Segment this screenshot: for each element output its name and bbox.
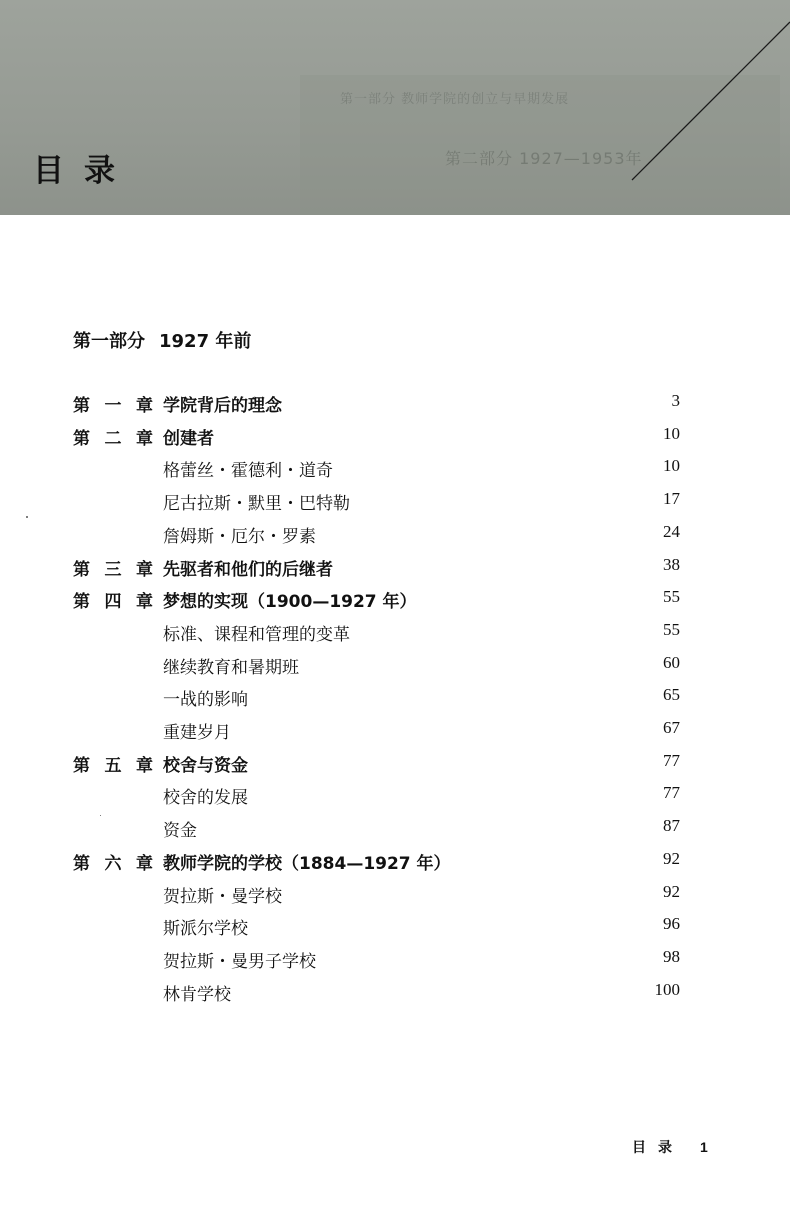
page-title: 目录 xyxy=(33,153,135,189)
chapter-number-char: 六 xyxy=(104,853,122,874)
part-years: 1927 年前 xyxy=(159,331,252,352)
section-title: 尼古拉斯・默里・巴特勒 xyxy=(163,494,350,515)
page-number: 92 xyxy=(663,881,680,901)
page-number: 55 xyxy=(663,619,680,639)
toc-section-row xyxy=(0,648,790,680)
page-number: 87 xyxy=(663,816,680,836)
ghost-text-line-1: 第一部分 教师学院的创立与早期发展 xyxy=(340,92,570,107)
page-number: 67 xyxy=(663,718,680,737)
chapter-number-char: 第 xyxy=(73,853,90,874)
chapter-title: 学院背后的理念 xyxy=(163,396,282,416)
toc-section-row xyxy=(0,451,790,483)
toc-section-row xyxy=(0,778,790,810)
toc-chapter-row xyxy=(0,386,790,418)
chapter-title: 教师学院的学校（1884—1927 年） xyxy=(163,853,451,874)
toc-section-row xyxy=(0,713,790,745)
section-title: 标准、课程和管理的变革 xyxy=(163,624,350,645)
page-number: 55 xyxy=(663,587,680,607)
toc-chapter-row xyxy=(0,550,790,582)
chapter-number-char: 第 xyxy=(73,396,90,416)
header-band xyxy=(0,0,790,215)
page-number: 65 xyxy=(663,685,680,705)
chapter-number-char: 章 xyxy=(136,428,153,449)
chapter-number xyxy=(73,555,153,580)
chapter-number-char: 五 xyxy=(104,755,122,776)
page-number: 10 xyxy=(663,456,680,476)
page-number: 3 xyxy=(671,391,680,410)
section-title: 资金 xyxy=(163,821,197,842)
chapter-number-char: 三 xyxy=(104,559,122,580)
chapter-title: 先驱者和他们的后继者 xyxy=(163,559,333,580)
chapter-number xyxy=(73,587,153,612)
scan-speck xyxy=(100,815,101,816)
toc-section-row xyxy=(0,877,790,909)
section-title: 格蕾丝・霍德利・道奇 xyxy=(163,461,333,482)
toc-chapter-row xyxy=(0,419,790,451)
toc-section-row xyxy=(0,942,790,974)
section-title: 重建岁月 xyxy=(163,723,231,743)
part-label: 第一部分 xyxy=(73,331,145,352)
part-heading xyxy=(73,327,251,353)
chapter-number-char: 四 xyxy=(104,592,122,613)
section-title: 詹姆斯・厄尔・罗素 xyxy=(163,526,316,547)
toc-section-row xyxy=(0,615,790,647)
toc-chapter-row xyxy=(0,746,790,778)
chapter-number-char: 二 xyxy=(104,428,122,449)
page-number: 98 xyxy=(663,946,680,966)
chapter-number xyxy=(73,424,153,449)
section-title: 贺拉斯・曼学校 xyxy=(163,886,282,907)
chapter-number-char: 章 xyxy=(136,592,153,613)
toc-section-row xyxy=(0,680,790,712)
section-title: 继续教育和暑期班 xyxy=(163,657,299,678)
toc-section-row xyxy=(0,484,790,516)
page-number: 100 xyxy=(654,979,680,999)
chapter-number-char: 章 xyxy=(136,396,153,416)
page-number: 24 xyxy=(663,521,680,541)
toc-chapter-row xyxy=(0,582,790,614)
section-title: 校舍的发展 xyxy=(163,788,248,809)
page-number: 38 xyxy=(663,554,680,574)
ghost-text-line-2: 第二部分 1927—1953年 xyxy=(445,149,643,168)
chapter-number-char: 章 xyxy=(136,755,153,776)
chapter-number-char: 章 xyxy=(136,853,153,874)
toc-section-row xyxy=(0,517,790,549)
toc-section-row xyxy=(0,909,790,941)
page-number: 60 xyxy=(663,652,680,672)
section-title: 贺拉斯・曼男子学校 xyxy=(163,951,316,972)
chapter-title: 创建者 xyxy=(163,428,214,449)
page-number: 10 xyxy=(663,423,680,443)
page-number: 77 xyxy=(663,750,680,770)
page-footer xyxy=(632,1137,708,1157)
chapter-title: 梦想的实现（1900—1927 年） xyxy=(163,592,417,613)
chapter-number xyxy=(73,751,153,776)
section-title: 斯派尔学校 xyxy=(163,919,248,940)
chapter-number-char: 第 xyxy=(73,755,90,776)
chapter-number-char: 第 xyxy=(73,559,90,580)
chapter-number xyxy=(73,391,153,416)
chapter-number-char: 第 xyxy=(73,428,90,449)
chapter-number-char: 一 xyxy=(104,396,122,416)
chapter-title: 校舍与资金 xyxy=(163,755,248,776)
toc-chapter-row xyxy=(0,844,790,876)
scan-speck xyxy=(26,516,28,518)
section-title: 一战的影响 xyxy=(163,690,248,711)
page-number: 77 xyxy=(663,783,680,803)
footer-label: 目录 xyxy=(632,1140,684,1156)
section-title: 林肯学校 xyxy=(163,984,231,1005)
chapter-number-char: 第 xyxy=(73,592,90,613)
chapter-number-char: 章 xyxy=(136,559,153,580)
chapter-number xyxy=(73,849,153,874)
page-number: 96 xyxy=(663,914,680,934)
toc-section-row xyxy=(0,975,790,1007)
toc-section-row xyxy=(0,811,790,843)
footer-page-number: 1 xyxy=(700,1139,708,1155)
page-number: 92 xyxy=(663,848,680,868)
page-number: 17 xyxy=(663,489,680,509)
